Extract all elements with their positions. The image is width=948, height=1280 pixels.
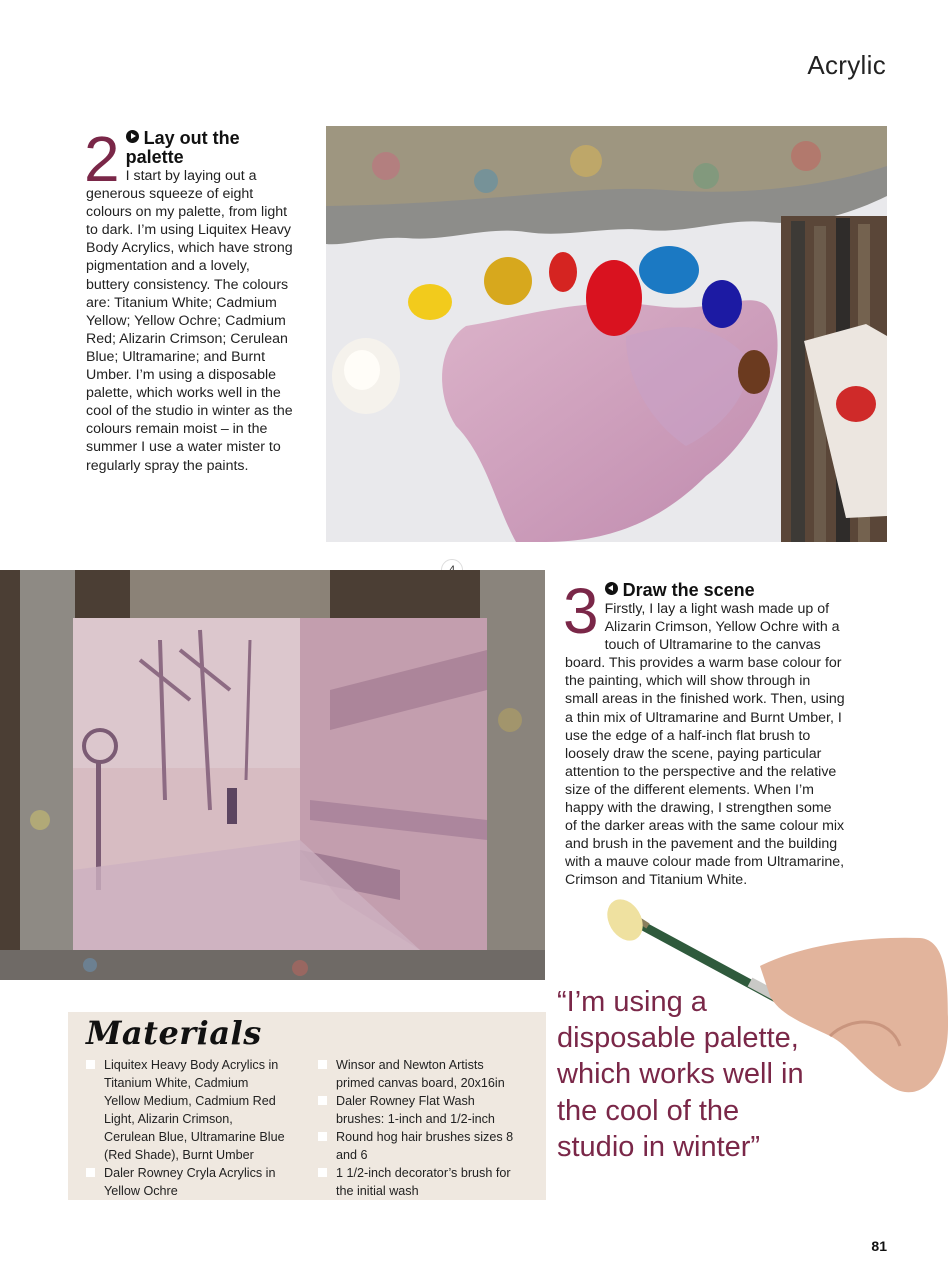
page-number: 81 [871,1238,887,1254]
step-2 [84,123,296,475]
step-2-body: I start by laying out a generous squeeze of eight colours on my palette, from light to dark. I’m using Liquitex Heavy Body Acrylics, which have strong pigmentation and a lovely, buttery consistency. The colours are: Titanium White; Cadmium Yellow; Yellow Ochre; Cadmium Red; Alizarin Crimson; Cerulean Blue; Ultramarine; and Burnt Umber. I’m using a disposable palette, which works well in the cool of the studio in winter as the colours remain moist – in the summer I use a water mister to regularly spray the paints. [86,168,293,474]
pull-quote: “I’m using a disposable palette, which works well in the cool of the studio in winter” [557,986,804,1163]
materials-item: 1 1/2-inch decorator’s brush for the initial wash [318,1164,518,1200]
back-circle-icon [605,582,618,595]
play-circle-icon [126,130,139,143]
materials-column-1 [86,1056,286,1200]
materials-box [68,1012,546,1200]
easel-photo [0,570,545,980]
materials-item: Round hog hair brushes sizes 8 and 6 [318,1128,518,1164]
materials-item: Daler Rowney Flat Wash brushes: 1-inch and 1/2-inch [318,1092,518,1128]
step-2-number: 2 [84,123,120,195]
step-3-title: Draw the scene [565,581,847,600]
materials-item: Daler Rowney Cryla Acrylics in Yellow Ochre [86,1164,286,1200]
materials-item: Winsor and Newton Artists primed canvas board, 20x16in [318,1056,518,1092]
step-3-number: 3 [563,575,599,647]
materials-heading: Materials [86,1014,262,1052]
step-3 [563,575,847,890]
materials-column-2 [318,1056,518,1200]
materials-item: Liquitex Heavy Body Acrylics in Titanium White, Cadmium Yellow Medium, Cadmium Red Light, Alizarin Crimson, Cerulean Blue, Ultramarine Blue (Red Shade), Burnt Umber [86,1056,286,1164]
section-tag: Acrylic [807,50,886,80]
palette-photo [326,126,887,542]
step-3-body: Firstly, I lay a light wash made up of Alizarin Crimson, Yellow Ochre with a touch of Ultramarine to the canvas board. This provides a warm base colour for the painting, which will show through in small areas in the finished work. Then, using a thin mix of Ultramarine and Burnt Umber, I use the edge of a half-inch flat brush to loosely draw the scene, paying particular attention to the perspective and the relative size of the different elements. When I’m happy with the drawing, I strengthen some of the darker areas with the same colour mix and brush in the pavement and the building with a mauve colour made from Ultramarine, Crimson and Titanium White. [565,601,845,889]
step-2-title: Lay out the palette [125,128,240,167]
